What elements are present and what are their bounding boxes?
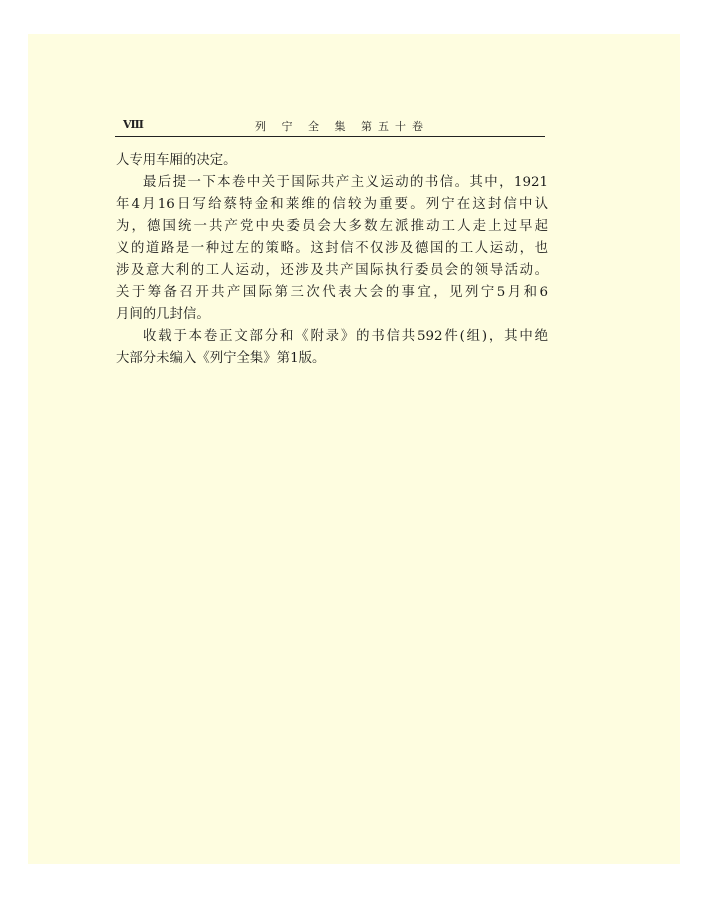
body-text [116,150,548,370]
page-header [115,118,545,137]
text-line: 涉及意大利的工人运动，还涉及共产国际执行委员会的领导活动。 [116,263,548,278]
text-line: 月间的几封信。 [116,307,210,322]
running-title: 列 宁 全 集 第五十卷 [255,120,429,133]
text-line: 收载于本卷正文部分和《附录》的书信共592件(组)，其中绝 [143,329,548,344]
text-line: 为，德国统一共产党中央委员会大多数左派推动工人走上过早起 [116,219,548,234]
text-line: 义的道路是一种过左的策略。这封信不仅涉及德国的工人运动，也 [116,241,548,256]
text-line: 大部分未编入《列宁全集》第1版。 [116,351,326,366]
text-line: 年4月16日写给蔡特金和莱维的信较为重要。列宁在这封信中认 [116,197,548,212]
text-line: 最后提一下本卷中关于国际共产主义运动的书信。其中，1921 [143,175,548,190]
page-number: Ⅷ [123,118,143,131]
text-line: 人专用车厢的决定。 [116,153,237,168]
text-line: 关于筹备召开共产国际第三次代表大会的事宜，见列宁5月和6 [116,285,548,300]
